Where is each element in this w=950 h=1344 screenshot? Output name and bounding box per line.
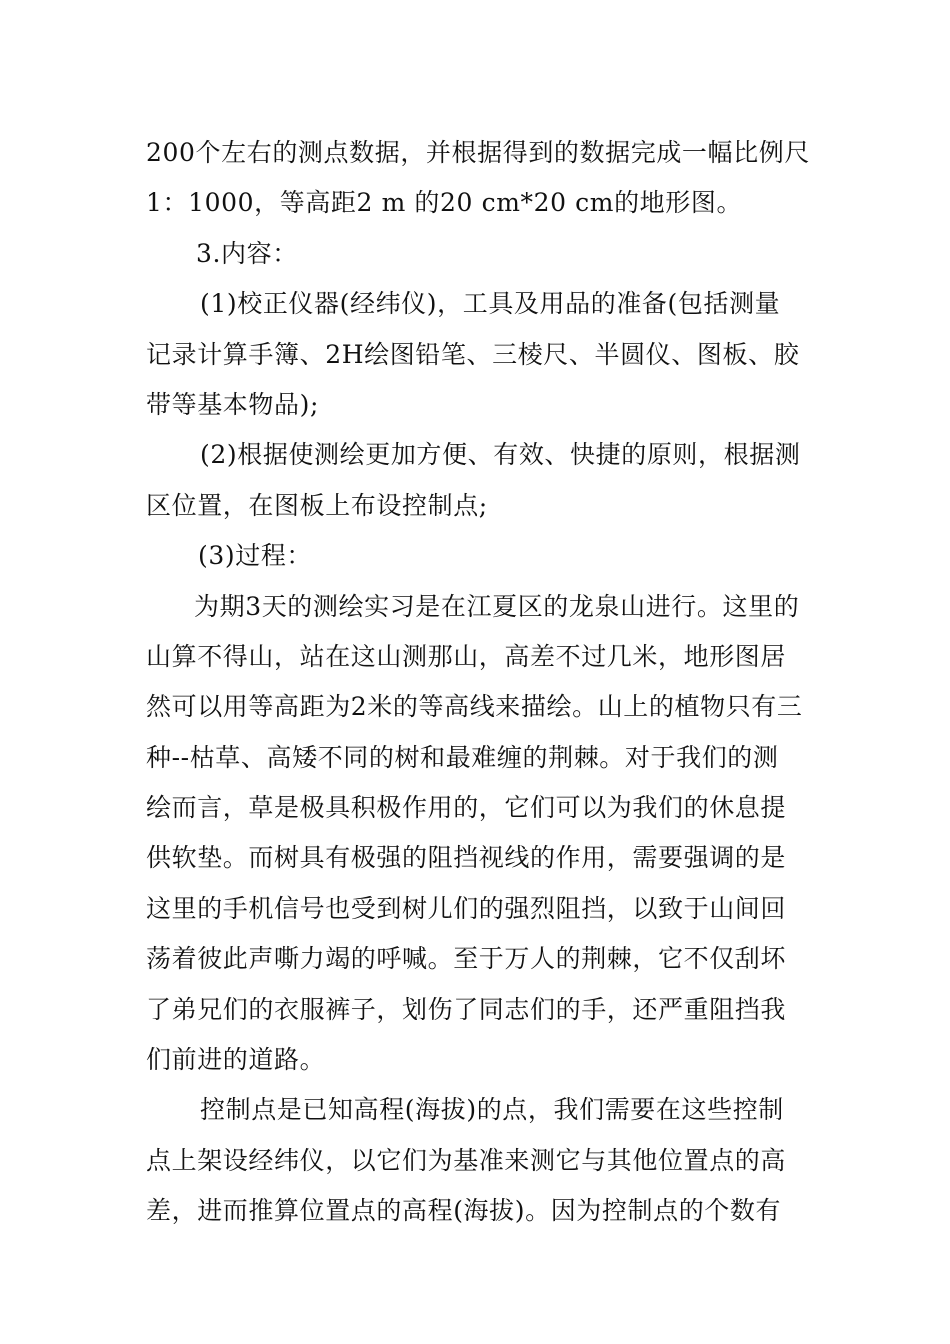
text-line: 们前进的道路。 bbox=[146, 1045, 326, 1075]
text-line: 3.内容： bbox=[196, 238, 298, 268]
document-body bbox=[146, 128, 810, 1237]
text-line: 供软垫。而树具有极强的阻挡视线的作用，需要强调的是 bbox=[146, 843, 787, 873]
text-line: 荡着彼此声嘶力竭的呼喊。至于万人的荆棘，它不仅刮坏 bbox=[146, 944, 787, 974]
text-line: 区位置，在图板上布设控制点; bbox=[146, 490, 488, 520]
text-line: (2)根据使测绘更加方便、有效、快捷的原则，根据测 bbox=[200, 440, 801, 470]
text-line: 绘而言，草是极具积极作用的，它们可以为我们的休息提 bbox=[146, 793, 787, 823]
text-line: 种--枯草、高矮不同的树和最难缠的荆棘。对于我们的测 bbox=[146, 742, 779, 772]
text-line: 了弟兄们的衣服裤子，划伤了同志们的手，还严重阻挡我 bbox=[146, 994, 787, 1024]
text-line: 为期3天的测绘实习是在江夏区的龙泉山进行。这里的 bbox=[194, 591, 800, 621]
text-line: 差，进而推算位置点的高程(海拔)。因为控制点的个数有 bbox=[146, 1196, 782, 1226]
text-line: (3)过程： bbox=[198, 541, 313, 571]
text-line: 点上架设经纬仪，以它们为基准来测它与其他位置点的高 bbox=[146, 1145, 787, 1175]
text-line: 然可以用等高距为2米的等高线来描绘。山上的植物只有三 bbox=[146, 692, 803, 722]
text-line: 200个左右的测点数据，并根据得到的数据完成一幅比例尺 bbox=[146, 138, 810, 167]
text-line: 这里的手机信号也受到树儿们的强烈阻挡，以致于山间回 bbox=[146, 893, 787, 923]
text-line: 1：1000，等高距2 m 的20 cm*20 cm的地形图。 bbox=[146, 188, 743, 218]
text-line: 记录计算手簿、2H绘图铅笔、三棱尺、半圆仪、图板、胶 bbox=[146, 339, 800, 369]
text-line: 带等基本物品); bbox=[146, 389, 319, 419]
text-line: 山算不得山，站在这山测那山，高差不过几米，地形图居 bbox=[146, 641, 787, 671]
text-line: (1)校正仪器(经纬仪)，工具及用品的准备(包括测量 bbox=[200, 289, 781, 319]
text-line: 控制点是已知高程(海拔)的点，我们需要在这些控制 bbox=[200, 1095, 784, 1125]
